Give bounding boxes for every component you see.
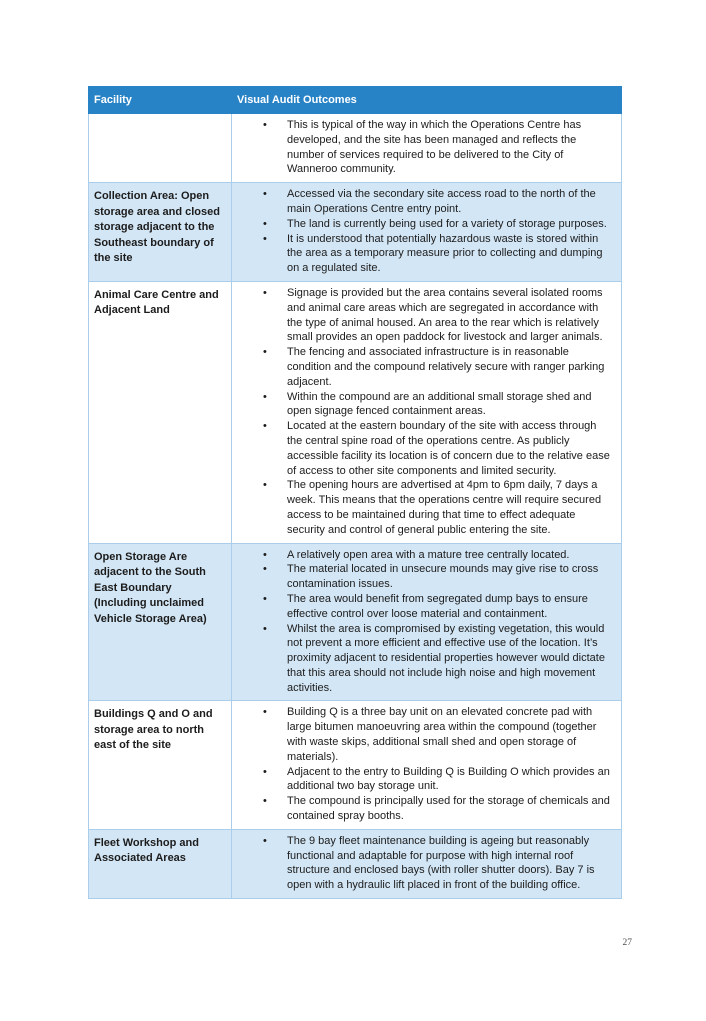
bullet-list bbox=[232, 705, 613, 823]
facility-cell: Collection Area: Open storage area and closed storage adjacent to the Southeast boundary of the site bbox=[89, 183, 232, 282]
outcomes-cell bbox=[232, 183, 622, 282]
facility-cell: Open Storage Are adjacent to the South East Boundary (Including unclaimed Vehicle Storage Area) bbox=[89, 543, 232, 701]
bullet-item: • The opening hours are advertised at 4pm to 6pm daily, 7 days a week. This means that the operations centre will require secured access to be maintained during that time to effect adequate security and control of general public entering the site. bbox=[232, 478, 613, 537]
bullet-item: • The fencing and associated infrastructure is in reasonable condition and the compound relatively secure with ranger parking adjacent. bbox=[232, 345, 613, 389]
bullet-item: • The material located in unsecure mounds may give rise to cross contamination issues. bbox=[232, 562, 613, 592]
bullet-item: • The area would benefit from segregated dump bays to ensure effective control over loose material and containment. bbox=[232, 592, 613, 622]
column-header-visual-audit-outcomes: Visual Audit Outcomes bbox=[232, 87, 622, 114]
bullet-item: • It is understood that potentially hazardous waste is stored within the area as a temporary measure prior to collecting and dumping on a regulated site. bbox=[232, 232, 613, 276]
bullet-item: • A relatively open area with a mature tree centrally located. bbox=[232, 548, 613, 563]
column-header-facility: Facility bbox=[89, 87, 232, 114]
table-header-row bbox=[89, 87, 622, 114]
bullet-item: • Whilst the area is compromised by existing vegetation, this would not prevent a more efficient and effective use of the location. It’s proximity adjacent to residential properties however would dictate that this area should not include high noise and high movement activities. bbox=[232, 622, 613, 696]
bullet-item: • The 9 bay fleet maintenance building is ageing but reasonably functional and adaptable for purpose with high internal roof structure and enclosed bays (with roller shutter doors). Bay 7 is open with a hydraulic lift placed in front of the building office. bbox=[232, 834, 613, 893]
bullet-item: • Building Q is a three bay unit on an elevated concrete pad with large bitumen manoeuvring area within the compound (together with waste skips, additional small shed and open storage of materials). bbox=[232, 705, 613, 764]
outcomes-cell bbox=[232, 701, 622, 829]
table-row bbox=[89, 183, 622, 282]
bullet-list bbox=[232, 548, 613, 696]
bullet-list bbox=[232, 118, 613, 177]
outcomes-cell bbox=[232, 114, 622, 183]
facility-cell: Animal Care Centre and Adjacent Land bbox=[89, 281, 232, 543]
bullet-item: • Located at the eastern boundary of the site with access through the central spine road of the operations centre. As publicly accessible facility its location is of concern due to the relative ease of access to other site components and limited security. bbox=[232, 419, 613, 478]
facility-cell: Fleet Workshop and Associated Areas bbox=[89, 829, 232, 898]
outcomes-cell bbox=[232, 543, 622, 701]
facility-cell: Buildings Q and O and storage area to north east of the site bbox=[89, 701, 232, 829]
table-header bbox=[89, 87, 622, 114]
bullet-item: • This is typical of the way in which the Operations Centre has developed, and the site has been managed and reflects the number of services required to be delivered to the City of Wanneroo community. bbox=[232, 118, 613, 177]
bullet-item: • Signage is provided but the area contains several isolated rooms and animal care areas which are segregated in accordance with the type of animal housed. An area to the rear which is relatively small provides an open paddock for livestock and larger animals. bbox=[232, 286, 613, 345]
bullet-list bbox=[232, 834, 613, 893]
visual-audit-table bbox=[88, 86, 622, 899]
bullet-item: • The compound is principally used for the storage of chemicals and contained spray booths. bbox=[232, 794, 613, 824]
outcomes-cell bbox=[232, 281, 622, 543]
table-row bbox=[89, 543, 622, 701]
bullet-item: • The land is currently being used for a variety of storage purposes. bbox=[232, 217, 613, 232]
table-row bbox=[89, 281, 622, 543]
table-row bbox=[89, 829, 622, 898]
bullet-item: • Within the compound are an additional small storage shed and open signage fenced containment areas. bbox=[232, 390, 613, 420]
facility-cell bbox=[89, 114, 232, 183]
table-body bbox=[89, 114, 622, 899]
page-number: 27 bbox=[622, 938, 632, 948]
bullet-list bbox=[232, 187, 613, 276]
bullet-item: • Accessed via the secondary site access road to the north of the main Operations Centre entry point. bbox=[232, 187, 613, 217]
outcomes-cell bbox=[232, 829, 622, 898]
table-row bbox=[89, 701, 622, 829]
bullet-item: • Adjacent to the entry to Building Q is Building O which provides an additional two bay storage unit. bbox=[232, 765, 613, 795]
bullet-list bbox=[232, 286, 613, 538]
table-row bbox=[89, 114, 622, 183]
